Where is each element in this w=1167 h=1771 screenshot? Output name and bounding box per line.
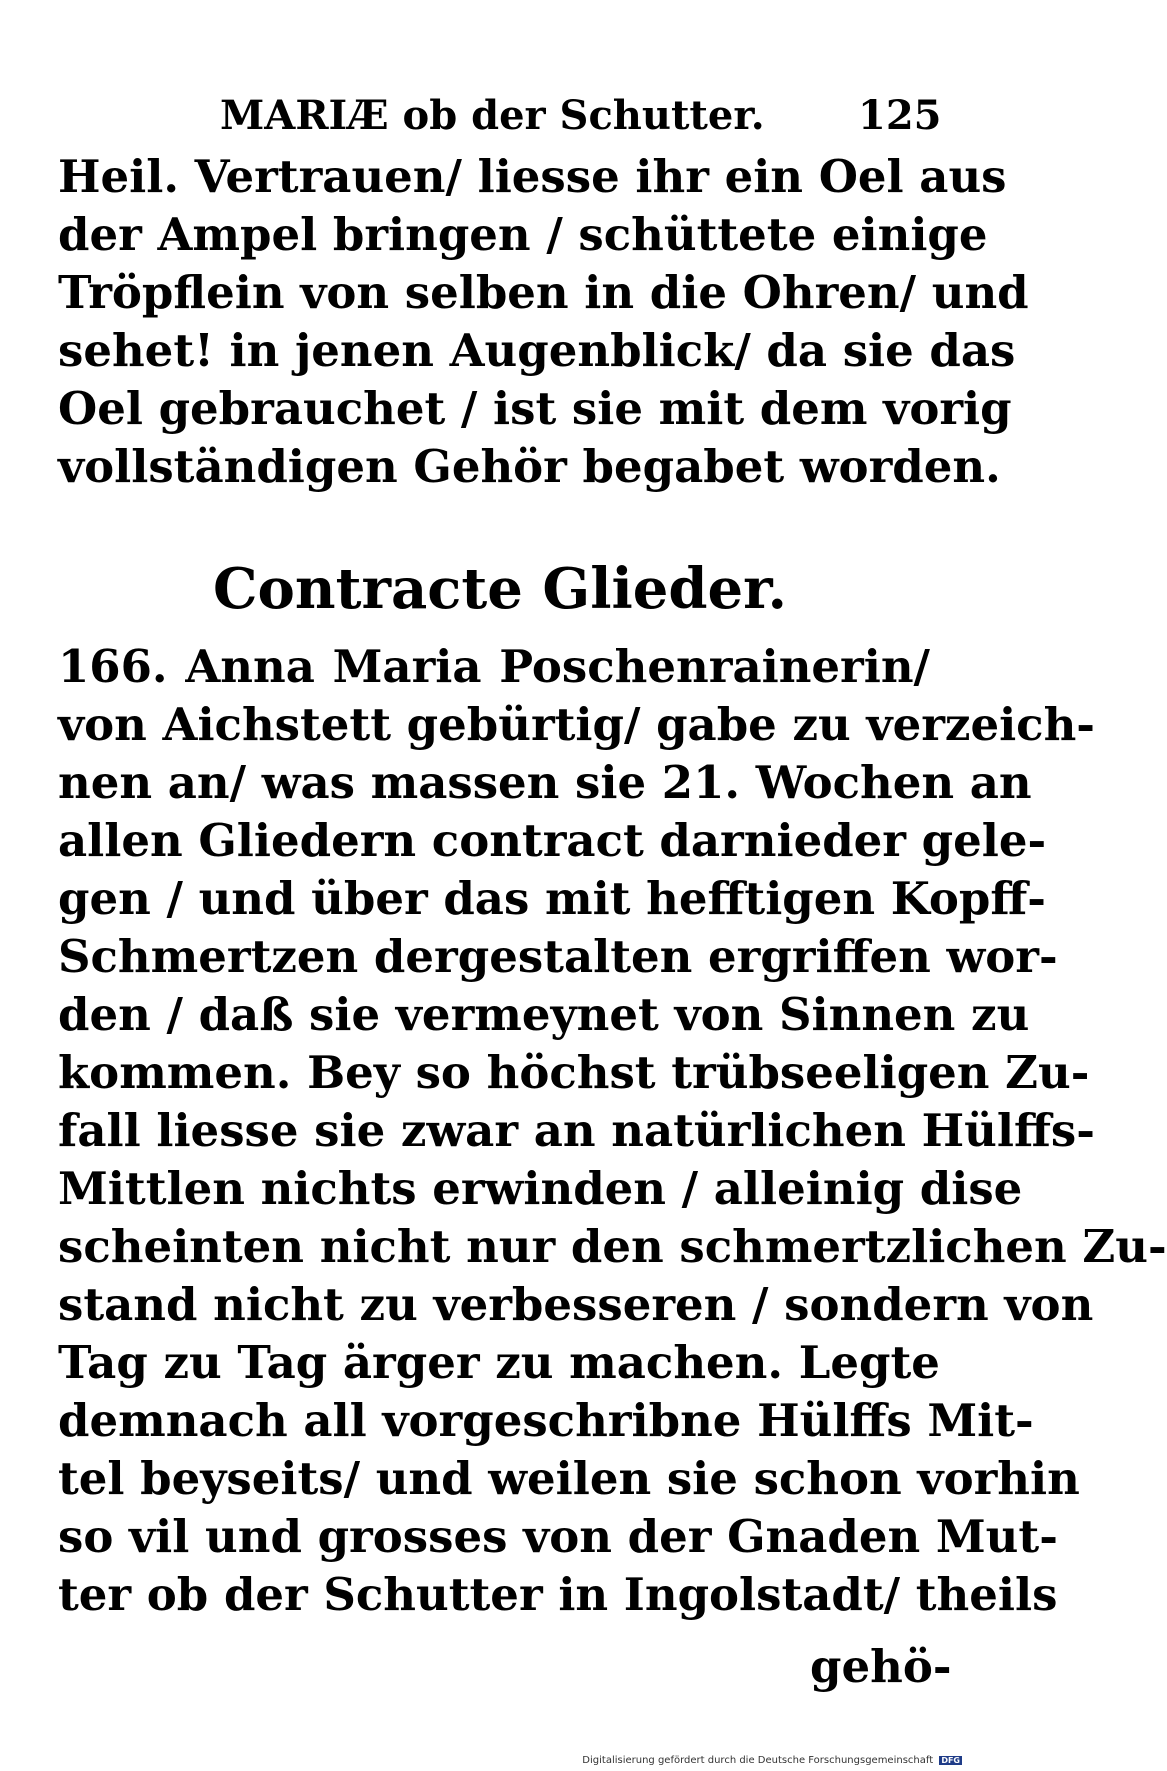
- text-line: gen / und über das mit hefftigen Kopff-: [58, 872, 1046, 925]
- text-line: der Ampel bringen / schüttete einige: [58, 208, 988, 261]
- catchword: gehö-: [810, 1640, 952, 1693]
- text-line: tel beyseits/ und weilen sie schon vorhin: [58, 1452, 1080, 1505]
- text-line: Heil. Vertrauen/ liesse ihr ein Oel aus: [58, 150, 1007, 203]
- text-line: Mittlen nichts erwinden / alleinig dise: [58, 1162, 1023, 1215]
- text-line: scheinten nicht nur den schmertzlichen Zu-: [58, 1220, 1167, 1273]
- text-line: stand nicht zu verbesseren / sondern von: [58, 1278, 1094, 1331]
- running-head: MARIÆ ob der Schutter.: [220, 92, 765, 139]
- text-line: demnach all vorgeschribne Hülffs Mit-: [58, 1394, 1034, 1447]
- text-line: vollständigen Gehör begabet worden.: [58, 440, 1001, 493]
- page-number: 125: [858, 92, 942, 139]
- text-line: kommen. Bey so höchst trübseeligen Zu-: [58, 1046, 1090, 1099]
- dfg-logo: DFG: [941, 1755, 960, 1765]
- text-line: 166. Anna Maria Poschenrainerin/: [58, 640, 930, 693]
- text-line: allen Gliedern contract darnieder gele-: [58, 814, 1047, 867]
- digitization-credit: [582, 1755, 962, 1766]
- text-line: so vil und grosses von der Gnaden Mut-: [58, 1510, 1058, 1563]
- text-line: Tröpflein von selben in die Ohren/ und: [58, 266, 1029, 319]
- text-line: nen an/ was massen sie 21. Wochen an: [58, 756, 1032, 809]
- text-line: den / daß sie vermeynet von Sinnen zu: [58, 988, 1030, 1041]
- text-line: von Aichstett gebürtig/ gabe zu verzeich-: [58, 698, 1095, 751]
- text-line: sehet! in jenen Augenblick/ da sie das: [58, 324, 1016, 377]
- text-line: Oel gebrauchet / ist sie mit dem vorig: [58, 382, 1012, 435]
- text-line: Schmertzen dergestalten ergriffen wor-: [58, 930, 1058, 983]
- text-line: Tag zu Tag ärger zu machen. Legte: [58, 1336, 940, 1389]
- text-line: fall liesse sie zwar an natürlichen Hülffs-: [58, 1104, 1095, 1157]
- text-line: ter ob der Schutter in Ingolstadt/ theils: [58, 1568, 1058, 1621]
- section-heading: Contracte Glieder.: [212, 556, 788, 622]
- credit-text: Digitalisierung gefördert durch die Deutsche Forschungsgemeinschaft: [582, 1755, 934, 1766]
